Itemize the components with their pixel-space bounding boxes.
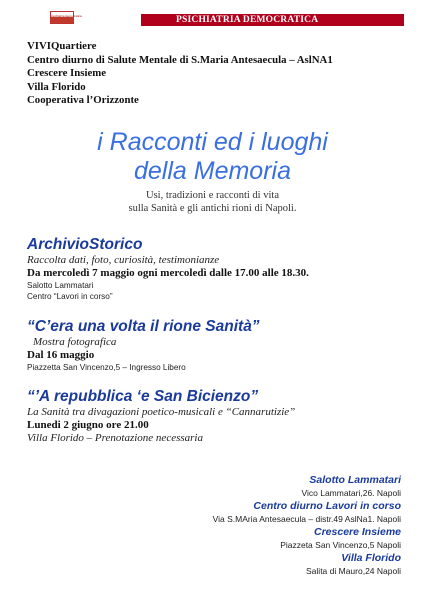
organizer: Centro diurno di Salute Mentale di S.Maria Antesaecula – AslNA1 [27,53,333,66]
address-name: Centro diurno Lavori in corso [253,500,401,512]
address-line: Vico Lammatari,26. Napoli [301,488,401,498]
address-name: Crescere Insieme [314,526,401,538]
page-title [0,128,425,186]
address-name: Villa Florido [341,552,401,564]
address-line: Piazzeta San Vincenzo,5 Napoli [280,540,401,550]
organizer: Crescere Insieme [27,67,107,80]
logo-text: psichiatria democratica [51,14,82,18]
address-line: Salita di Mauro,24 Napoli [306,566,401,576]
event-repubblica-san-bicienzo [27,388,295,445]
event-when: Dal 16 maggio [27,349,95,361]
event-place: Centro “Lavori in corso” [27,292,113,301]
event-title: “’A repubblica ‘e San Bicienzo” [27,388,259,405]
event-archivio-storico [27,236,309,302]
event-when: Lunedi 2 giugno ore 21.00 [27,419,149,431]
organizer: Villa Florido [27,80,86,93]
page-subtitle [0,190,425,215]
event-description: La Sanità tra divagazioni poetico-musicali e “Cannarutizie” [27,406,296,418]
event-description: Raccolta dati, foto, curiosità, testimonianze [27,254,220,266]
title-line-2: della Memoria [133,157,291,185]
event-title: “C’era una volta il rione Sanità” [27,318,260,335]
subtitle-line-2: sulla Sanità e gli antichi rioni di Napoli. [128,202,297,214]
event-description: Mostra fotografica [33,336,117,348]
organizers-list [27,40,333,108]
event-place: Villa Florido – Prenotazione necessaria [27,432,203,444]
event-place: Salotto Lammatari [27,281,94,290]
event-rione-sanita [27,318,260,373]
organizer: VIVIQuartiere [27,40,97,52]
address-line: Via S.MAria Antesaecula – distr.49 AslNa1. Napoli [212,514,401,524]
address-name: Salotto Lammatari [309,474,401,486]
addresses-list [213,473,401,577]
event-place: Piazzetta San Vincenzo,5 – Ingresso Libero [27,363,186,372]
header-banner: PSICHIATRIA DEMOCRATICA [141,14,404,26]
title-line-1: i Racconti ed i luoghi [97,128,328,156]
event-title: ArchivioStorico [27,236,143,253]
organizer: Cooperativa l’Orizzonte [27,94,139,107]
event-when: Da mercoledì 7 maggio ogni mercoledì dalle 17.00 alle 18.30. [27,267,309,279]
subtitle-line-1: Usi, tradizioni e racconti di vita [146,190,279,201]
